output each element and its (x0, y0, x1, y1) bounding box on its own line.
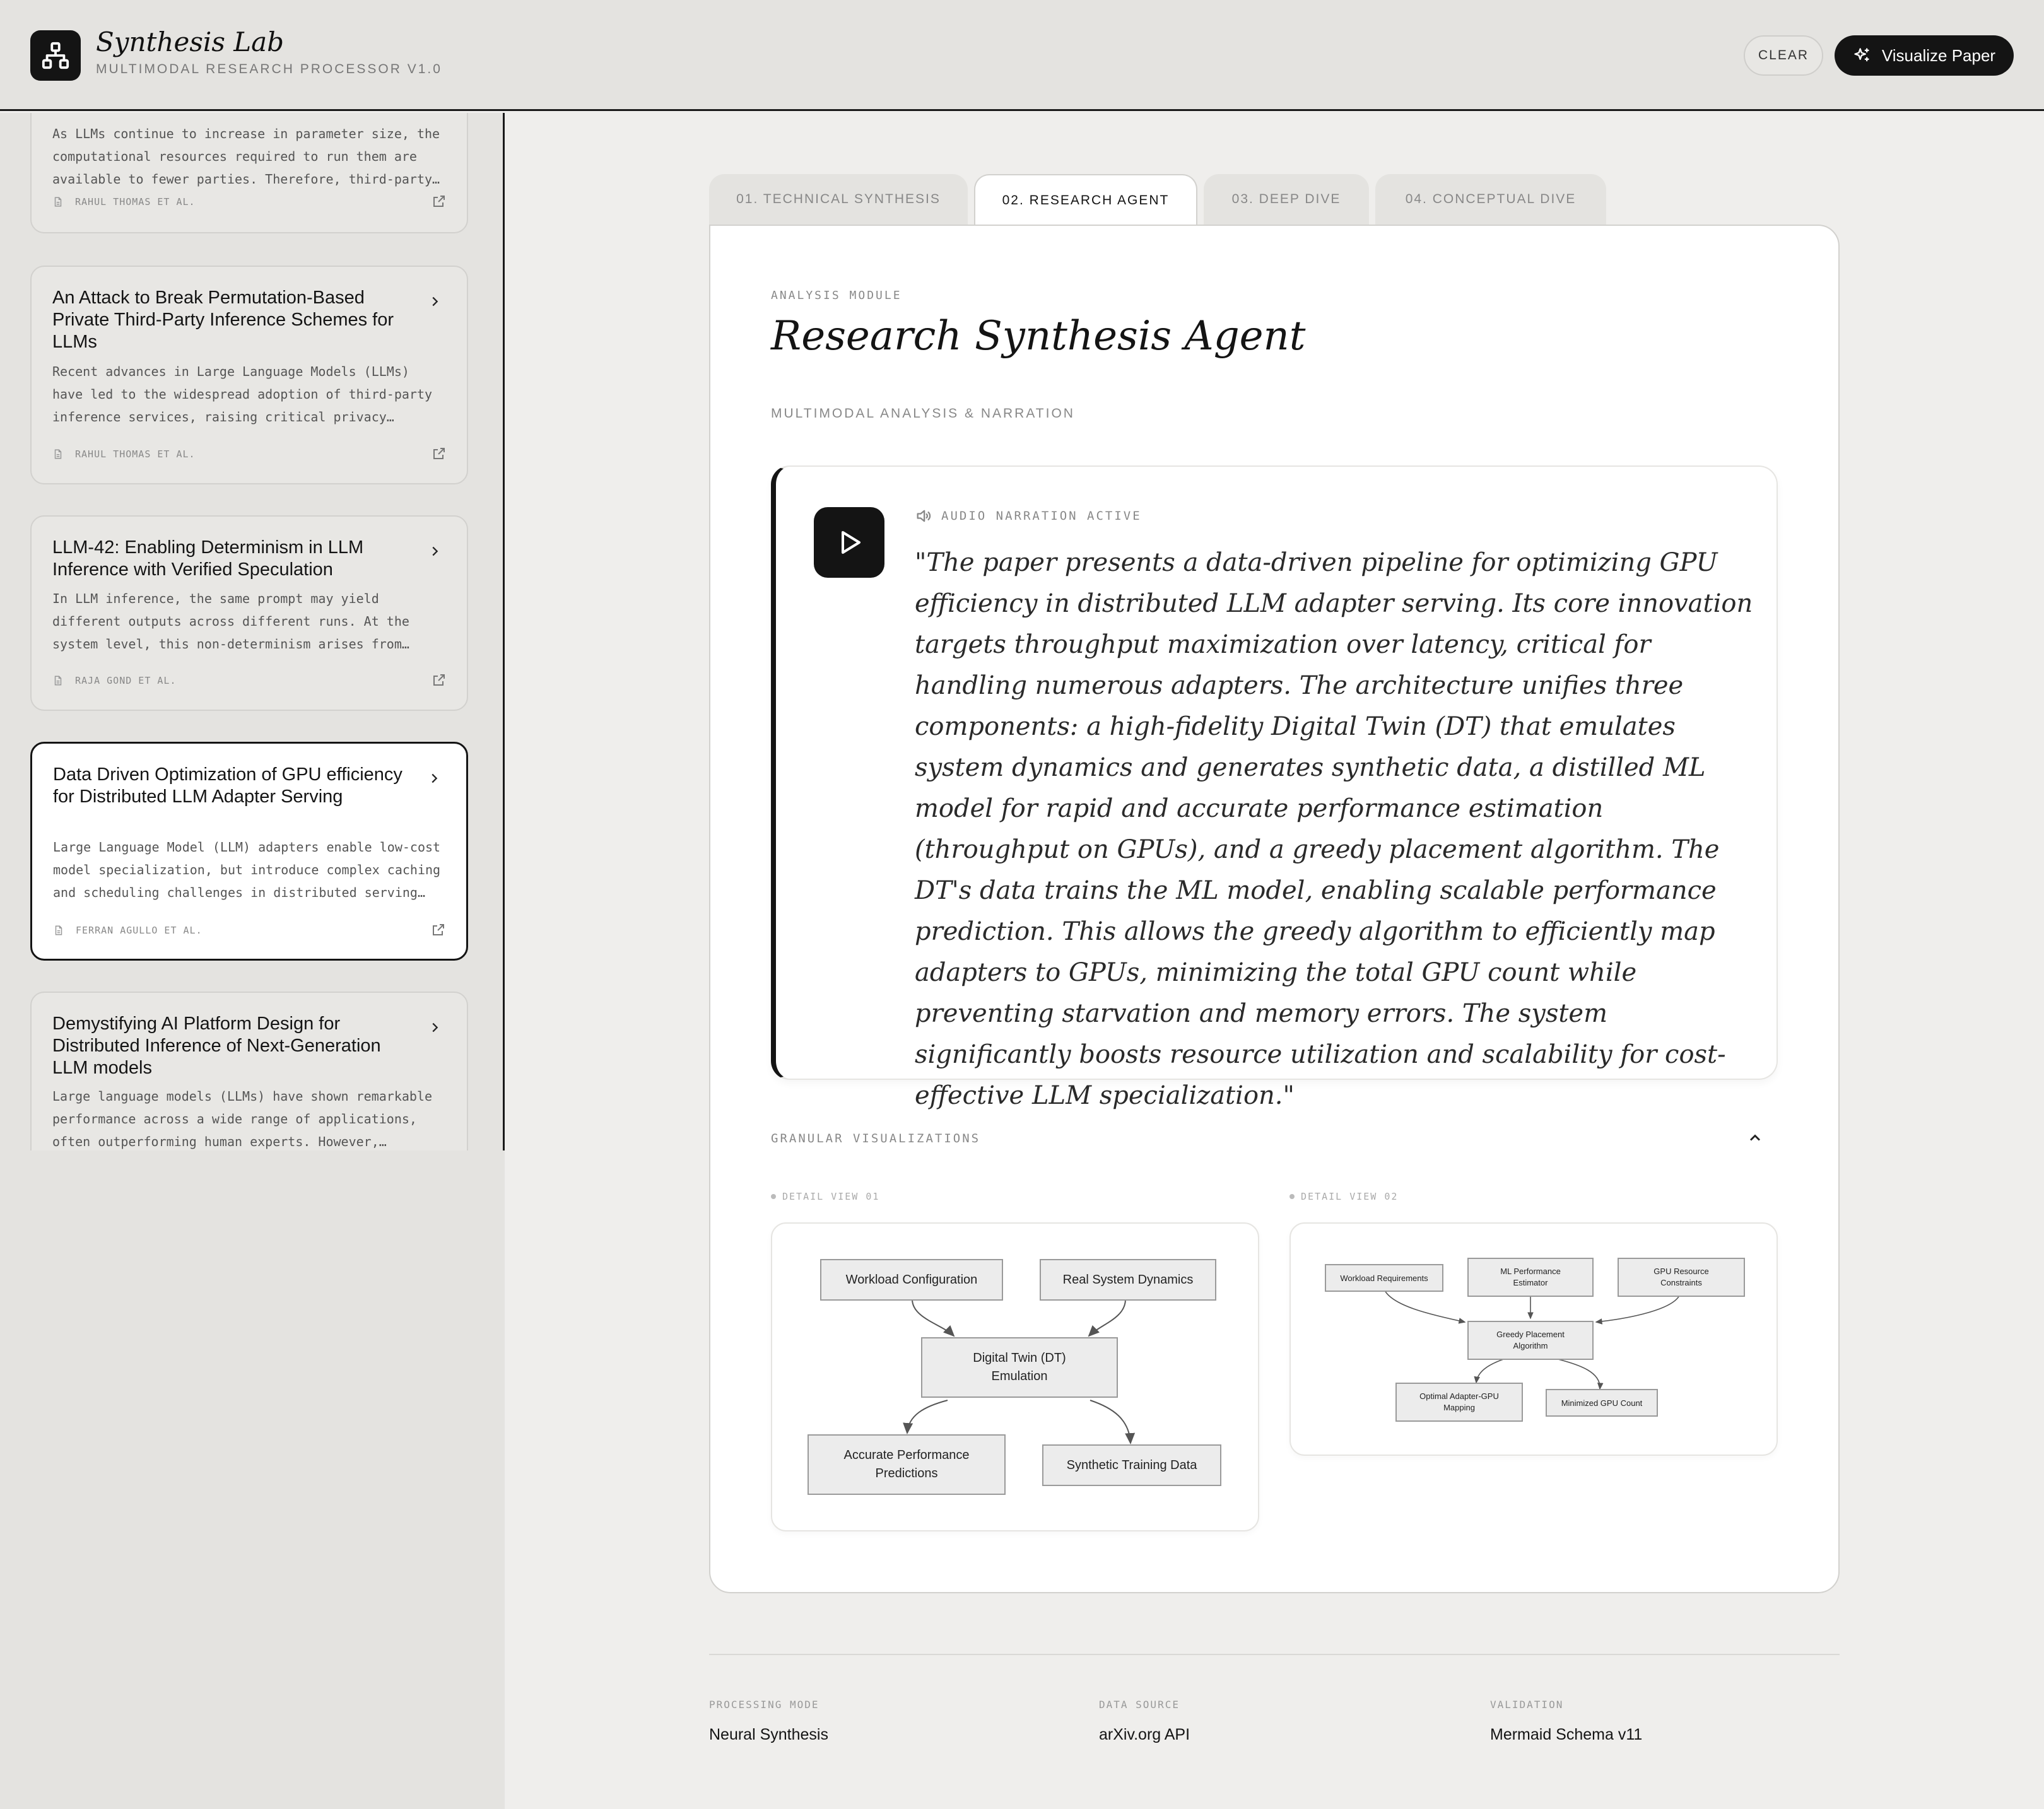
app-header (0, 0, 2044, 111)
chevron-up-icon[interactable] (1746, 1129, 1764, 1147)
paper-card[interactable] (30, 266, 468, 484)
paper-description: In LLM inference, the same prompt may yield different outputs across different runs. At the system level, this non-determinism arises from… (52, 591, 409, 652)
edge (907, 1400, 948, 1433)
paper-card-selected[interactable] (30, 742, 468, 961)
paper-author-label: RAHUL THOMAS ET AL. (75, 448, 196, 460)
module-label: ANALYSIS MODULE (771, 289, 902, 302)
visualize-paper-label: Visualize Paper (1881, 45, 1996, 65)
narration-text: "The paper presents a data-driven pipeline for optimizing GPU efficiency in distributed LLM adapter serving. Its core innovation targets throughput maximization over latency, critical for handling numerous adapters. The architecture unifies three components: a high-fidelity Digital Twin (DT) that emulates system dynamics and generates synthetic data, a distilled ML model for rapid and accurate performance estimation (throughput on GPUs), and a greedy placement algorithm. The DT's data trains the ML model, enabling scalable performance prediction. This allows the greedy algorithm to efficiently map adapters to GPUs, minimizing the total GPU count while preventing starvation and memory errors. The system significantly boosts resource utilization and scalability for cost-effective LLM specialization." (915, 548, 1753, 1110)
dot-icon (771, 1194, 776, 1199)
edge (1384, 1289, 1465, 1322)
external-link-icon[interactable] (431, 922, 446, 937)
document-icon (52, 675, 64, 686)
tab-technical-synthesis[interactable]: 01. TECHNICAL SYNTHESIS (709, 174, 968, 225)
play-button[interactable] (814, 507, 884, 578)
data-source-value: arXiv.org API (1099, 1726, 1190, 1743)
chevron-right-icon[interactable] (428, 1021, 442, 1034)
node-workload-requirements[interactable]: Workload Requirements (1325, 1264, 1443, 1292)
edge (1596, 1296, 1679, 1322)
paper-title: LLM-42: Enabling Determinism in LLM Inference with Verified Speculation (52, 537, 364, 580)
tab-research-agent[interactable]: 02. RESEARCH AGENT (974, 174, 1197, 226)
data-source-label: DATA SOURCE (1099, 1699, 1180, 1711)
node-accurate-predictions[interactable]: Accurate Performance Predictions (808, 1434, 1006, 1495)
sparkles-icon (1853, 47, 1871, 64)
chevron-right-icon[interactable] (427, 771, 441, 785)
node-digital-twin[interactable]: Digital Twin (DT) Emulation (921, 1337, 1118, 1398)
paper-title: Data Driven Optimization of GPU efficiency for Distributed LLM Adapter Serving (53, 764, 402, 807)
document-icon (52, 196, 64, 208)
narration-card (771, 465, 1778, 1110)
external-link-icon[interactable] (432, 672, 447, 688)
external-link-icon[interactable] (432, 194, 447, 209)
tab-conceptual-dive[interactable]: 04. CONCEPTUAL DIVE (1375, 174, 1606, 225)
edge (912, 1299, 954, 1336)
paper-list[interactable] (0, 113, 505, 1150)
logo (30, 30, 81, 81)
module-subtitle: MULTIMODAL ANALYSIS & NARRATION (771, 406, 1075, 421)
edge (1476, 1359, 1505, 1383)
chevron-right-icon[interactable] (428, 295, 442, 308)
analysis-panel (709, 225, 1840, 1593)
play-icon (834, 527, 864, 558)
footer-divider (709, 1654, 1840, 1655)
paper-author-label: FERRAN AGULLO ET AL. (76, 925, 203, 936)
edge (1089, 1299, 1125, 1336)
validation-label: VALIDATION (1490, 1699, 1564, 1711)
paper-author-label: RAHUL THOMAS ET AL. (75, 196, 196, 208)
visualizations-label: GRANULAR VISUALIZATIONS (771, 1132, 981, 1145)
paper-description: As LLMs continue to increase in parameter size, the computational resources required to run them are available to fewer parties. Therefore, third-party… (52, 126, 440, 187)
audio-status (915, 507, 1142, 525)
paper-description: Recent advances in Large Language Models (LLMs) have led to the widespread adoption of third-party inference services, raising critical privacy… (52, 364, 433, 424)
paper-description: Large language models (LLMs) have shown remarkable performance across a wide range of applications, often outperforming human experts. However,… (52, 1089, 433, 1149)
speaker-icon (915, 507, 932, 525)
document-icon (52, 448, 64, 460)
sitemap-icon (41, 41, 70, 70)
node-ml-performance-estimator[interactable]: ML Performance Estimator (1467, 1258, 1594, 1297)
diagram-view-1[interactable] (771, 1222, 1259, 1531)
paper-author (53, 925, 203, 936)
node-synthetic-training-data[interactable]: Synthetic Training Data (1042, 1444, 1221, 1486)
processing-mode-value: Neural Synthesis (709, 1726, 828, 1743)
validation-value: Mermaid Schema v11 (1490, 1726, 1643, 1743)
dot-icon (1289, 1194, 1295, 1199)
paper-card[interactable] (30, 992, 468, 1150)
node-optimal-mapping[interactable]: Optimal Adapter-GPU Mapping (1395, 1383, 1523, 1422)
node-minimized-gpu-count[interactable]: Minimized GPU Count (1546, 1389, 1658, 1417)
paper-author (52, 448, 196, 460)
paper-author-label: RAJA GOND ET AL. (75, 675, 177, 686)
paper-description: Large Language Model (LLM) adapters enable low-cost model specialization, but introduce complex caching and scheduling challenges in distributed serving… (53, 840, 441, 900)
edge (1090, 1400, 1131, 1443)
visualize-paper-button[interactable] (1835, 35, 2014, 76)
paper-title: An Attack to Break Permutation-Based Private Third-Party Inference Schemes for LLMs (52, 288, 394, 352)
document-icon (53, 925, 64, 936)
paper-title: Demystifying AI Platform Design for Distributed Inference of Next-Generation LLM models (52, 1014, 381, 1078)
node-gpu-resource-constraints[interactable]: GPU Resource Constraints (1618, 1258, 1745, 1297)
page-title: Research Synthesis Agent (771, 313, 1306, 360)
edge (1556, 1359, 1600, 1389)
detail-view-label (1289, 1191, 1398, 1202)
processing-mode-label: PROCESSING MODE (709, 1699, 819, 1711)
detail-view-label (771, 1191, 879, 1202)
clear-button[interactable]: CLEAR (1744, 35, 1823, 76)
paper-author (52, 196, 196, 208)
node-real-system-dynamics[interactable]: Real System Dynamics (1040, 1259, 1216, 1301)
external-link-icon[interactable] (432, 446, 447, 461)
node-greedy-placement[interactable]: Greedy Placement Algorithm (1467, 1321, 1594, 1360)
diagram-view-2[interactable] (1289, 1222, 1778, 1456)
detail-view-label-text: DETAIL VIEW 01 (782, 1191, 880, 1202)
app-title: Synthesis Lab (96, 26, 285, 57)
node-workload-configuration[interactable]: Workload Configuration (820, 1259, 1003, 1301)
paper-card[interactable] (30, 113, 468, 233)
app-subtitle: MULTIMODAL RESEARCH PROCESSOR V1.0 (96, 62, 442, 76)
sidebar (0, 113, 505, 1809)
paper-card[interactable] (30, 515, 468, 711)
audio-status-label: AUDIO NARRATION ACTIVE (941, 509, 1142, 523)
paper-author (52, 675, 177, 686)
detail-view-label-text: DETAIL VIEW 02 (1301, 1191, 1399, 1202)
chevron-right-icon[interactable] (428, 544, 442, 558)
tab-deep-dive[interactable]: 03. DEEP DIVE (1204, 174, 1369, 225)
